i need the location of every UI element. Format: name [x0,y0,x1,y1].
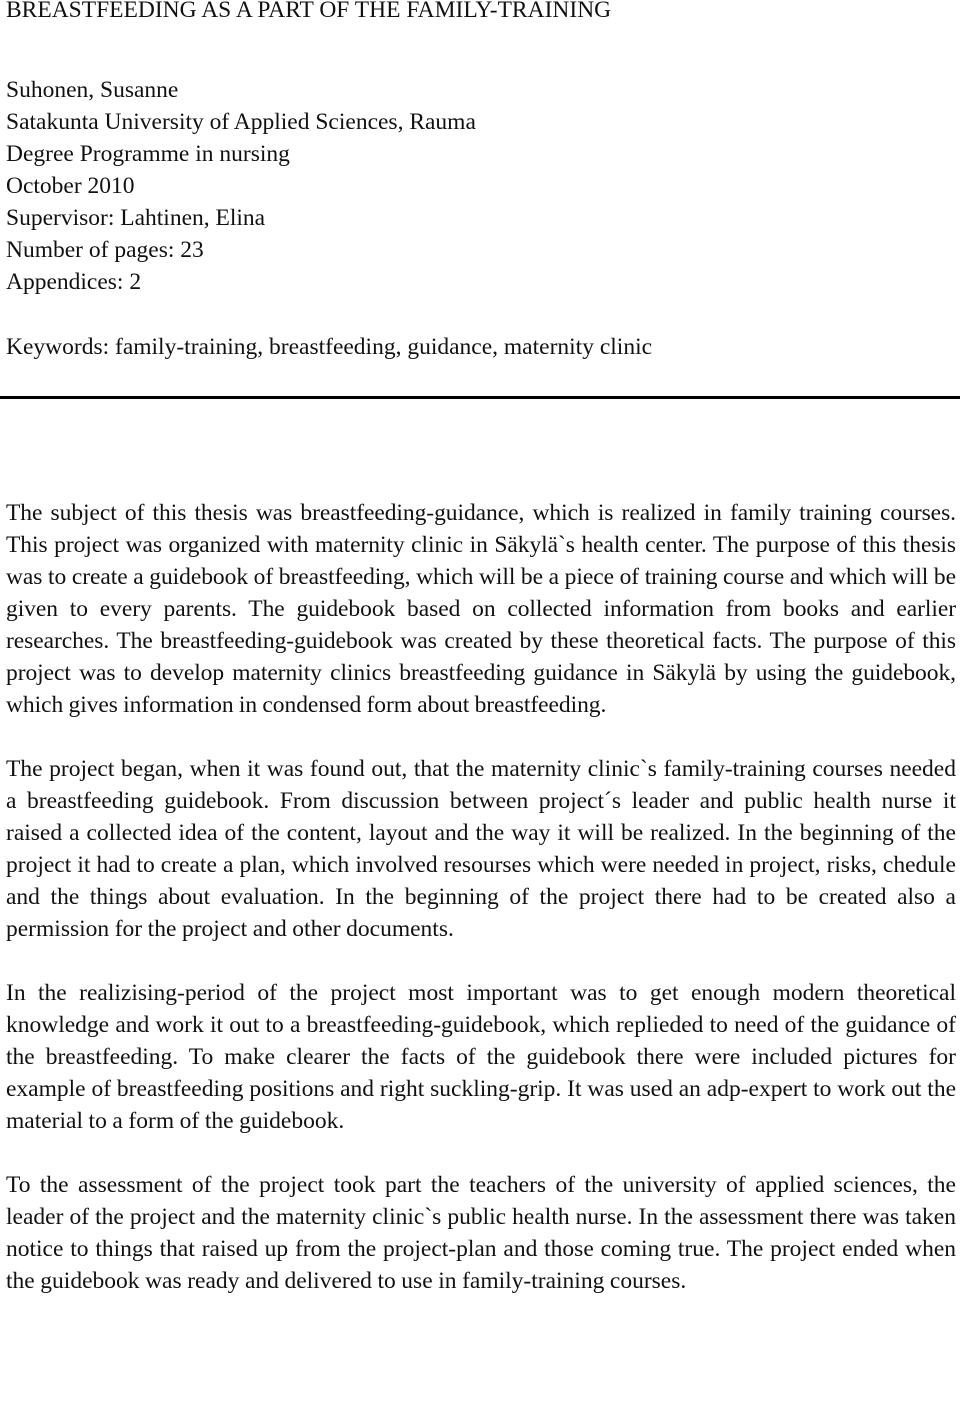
degree-programme: Degree Programme in nursing [6,141,290,167]
institution: Satakunta University of Applied Sciences, Rauma [6,109,476,135]
date: October 2010 [6,173,135,199]
abstract-paragraph: The subject of this thesis was breastfeeding-guidance, which is realized in family training courses. This project was organized with maternity clinic in Säkylä`s health center. The purpose of this thesis was to create a guidebook of breastfeeding, which will be a piece of training course and which will be given to every parents. The guidebook based on collected information from books and earlier researches. The breastfeeding-guidebook was created by these theoretical facts. The purpose of this project was to develop maternity clinics breastfeeding guidance in Säkylä by using the guidebook, which gives information in condensed form about breastfeeding. [6,500,956,718]
supervisor: Supervisor: Lahtinen, Elina [6,205,266,231]
abstract-body [6,497,956,1297]
abstract-paragraph: To the assessment of the project took part the teachers of the university of applied sciences, the leader of the project and the maternity clinic`s public health nurse. In the assessment there was taken notice to things that raised up from the project-plan and those coming true. The project ended when the guidebook was ready and delivered to use in family-training courses. [6,1172,956,1294]
divider [0,396,960,399]
author-name: Suhonen, Susanne [6,77,179,103]
abstract-paragraph: In the realizising-period of the project most important was to get enough modern theoretical knowledge and work it out to a breastfeeding-guidebook, which replieded to need of the guidance of the breastfeeding. To make clearer the facts of the guidebook there were included pictures for example of breastfeeding positions and right suckling-grip. It was used an adp-expert to work out the material to a form of the guidebook. [6,980,956,1134]
appendices: Appendices: 2 [6,269,142,295]
thesis-metadata [6,74,476,298]
page-count: Number of pages: 23 [6,237,204,263]
abstract-paragraph: The project began, when it was found out, that the maternity clinic`s family-training courses needed a breastfeeding guidebook. From discussion between project´s leader and public health nurse it raised a collected idea of the content, layout and the way it will be realized. In the beginning of the project it had to create a plan, which involved resourses which were needed in project, risks, chedule and the things about evaluation. In the beginning of the project there had to be created also a permission for the project and other documents. [6,756,956,942]
keywords: Keywords: family-training, breastfeeding, guidance, maternity clinic [6,334,653,360]
page-title: BREASTFEEDING AS A PART OF THE FAMILY-TRAINING [6,0,612,23]
